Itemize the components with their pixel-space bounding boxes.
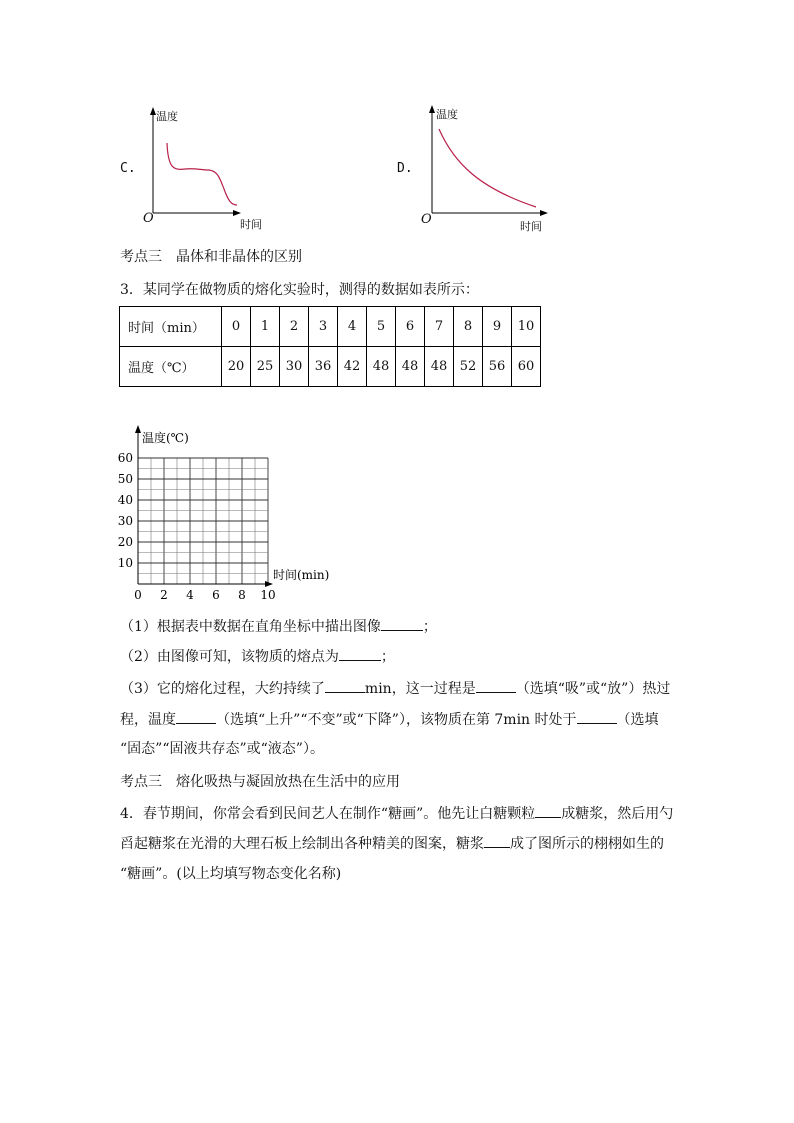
option-d-x-axis-label: 时间 bbox=[520, 220, 542, 233]
y-tick-label: 50 bbox=[117, 472, 133, 486]
plotting-grid bbox=[112, 422, 342, 604]
option-d-y-axis-label: 温度 bbox=[436, 108, 458, 121]
y-tick-label: 60 bbox=[117, 451, 133, 465]
table-row-temperature bbox=[120, 347, 541, 387]
table-cell: 52 bbox=[454, 347, 483, 387]
option-c-curve bbox=[167, 143, 237, 205]
answer-blank[interactable] bbox=[339, 646, 381, 661]
answer-blank[interactable] bbox=[476, 678, 516, 693]
table-cell: 56 bbox=[483, 347, 512, 387]
table-cell: 2 bbox=[280, 307, 309, 347]
table-cell: 7 bbox=[425, 307, 454, 347]
table-cell: 30 bbox=[280, 347, 309, 387]
question-4-line-3: “糖画”。(以上均填写物态变化名称) bbox=[120, 866, 342, 882]
table-cell: 3 bbox=[309, 307, 338, 347]
table-cell: 48 bbox=[396, 347, 425, 387]
option-c-x-axis-label: 时间 bbox=[240, 218, 262, 231]
x-tick-label: 4 bbox=[186, 588, 194, 602]
table-cell: 4 bbox=[338, 307, 367, 347]
part-2-suffix: ； bbox=[380, 649, 395, 665]
part-1-suffix: ； bbox=[422, 619, 437, 635]
part-3-text: （选填 bbox=[616, 712, 659, 728]
section-2-heading: 考点三 晶体和非晶体的区别 bbox=[120, 249, 302, 265]
grid-y-arrow bbox=[135, 425, 141, 433]
option-d-graph bbox=[424, 103, 554, 218]
table-cell: 9 bbox=[483, 307, 512, 347]
x-tick-label: 8 bbox=[238, 588, 246, 602]
part-3-text: （选填“上升”“不变”或“下降”），该物质在第 7min 时处于 bbox=[216, 712, 577, 728]
option-c-y-axis-label: 温度 bbox=[156, 110, 178, 123]
grid-x-arrow bbox=[265, 581, 273, 587]
option-d-x-arrow bbox=[540, 210, 548, 216]
question-3-part-1 bbox=[120, 616, 437, 637]
table-cell: 20 bbox=[222, 347, 251, 387]
y-tick-label: 20 bbox=[117, 535, 133, 549]
option-d-origin: O bbox=[421, 212, 432, 227]
table-header-temperature: 温度（℃） bbox=[120, 347, 222, 387]
x-tick-label: 6 bbox=[212, 588, 220, 602]
option-c-y-arrow bbox=[150, 107, 156, 115]
question-4-line-2 bbox=[120, 833, 664, 854]
grid-lines bbox=[138, 458, 268, 584]
table-cell: 42 bbox=[338, 347, 367, 387]
part-3-text: （3）它的熔化过程，大约持续了 bbox=[120, 681, 325, 697]
x-tick-label: 0 bbox=[134, 588, 142, 602]
answer-blank[interactable] bbox=[484, 833, 510, 848]
question-4-text: 4．春节期间，你常会看到民间艺人在制作“糖画”。他先让白糖颗粒 bbox=[120, 806, 536, 822]
option-c-graph bbox=[145, 105, 270, 220]
question-4-text: 成糖浆，然后用勺 bbox=[561, 806, 674, 822]
table-cell: 60 bbox=[512, 347, 541, 387]
table-cell: 8 bbox=[454, 307, 483, 347]
table-cell: 0 bbox=[222, 307, 251, 347]
table-row-time bbox=[120, 307, 541, 347]
answer-blank[interactable] bbox=[535, 803, 561, 818]
table-cell: 36 bbox=[309, 347, 338, 387]
table-cell: 10 bbox=[512, 307, 541, 347]
part-3-text: min，这一过程是 bbox=[364, 681, 476, 697]
table-cell: 25 bbox=[251, 347, 280, 387]
option-c-x-arrow bbox=[233, 210, 241, 216]
table-cell: 6 bbox=[396, 307, 425, 347]
section-3-heading: 考点三 熔化吸热与凝固放热在生活中的应用 bbox=[120, 774, 400, 790]
part-3-text: 程，温度 bbox=[120, 712, 176, 728]
table-cell: 48 bbox=[367, 347, 396, 387]
question-3-part-3-line-3: “固态”“固液共存态”或“液态”）。 bbox=[120, 741, 324, 757]
grid-y-axis-label: 温度(℃) bbox=[142, 431, 189, 445]
part-3-text: （选填“吸”或“放”）热过 bbox=[515, 681, 671, 697]
table-cell: 1 bbox=[251, 307, 280, 347]
part-1-text: （1）根据表中数据在直角坐标中描出图像 bbox=[120, 619, 381, 635]
y-tick-label: 30 bbox=[117, 514, 133, 528]
x-tick-label: 10 bbox=[260, 588, 276, 602]
option-c-origin: O bbox=[143, 211, 154, 226]
part-2-text: （2）由图像可知，该物质的熔点为 bbox=[120, 649, 339, 665]
table-header-time: 时间（min） bbox=[120, 307, 222, 347]
answer-blank[interactable] bbox=[325, 678, 365, 693]
x-tick-label: 2 bbox=[160, 588, 168, 602]
y-tick-label: 10 bbox=[117, 556, 133, 570]
option-d-label: D. bbox=[397, 161, 413, 176]
option-d-y-arrow bbox=[429, 105, 435, 113]
answer-blank[interactable] bbox=[176, 709, 216, 724]
option-c-label: C. bbox=[120, 161, 136, 176]
data-table bbox=[119, 306, 541, 387]
question-3-part-3-line-1 bbox=[120, 678, 670, 699]
y-tick-label: 40 bbox=[117, 493, 133, 507]
answer-blank[interactable] bbox=[577, 709, 617, 724]
question-4-text: 舀起糖浆在光滑的大理石板上绘制出各种精美的图案，糖浆 bbox=[120, 836, 484, 852]
question-4-text: 成了图所示的栩栩如生的 bbox=[510, 836, 664, 852]
answer-blank[interactable] bbox=[381, 616, 423, 631]
option-d-curve bbox=[439, 129, 536, 207]
question-3-part-2 bbox=[120, 646, 395, 667]
table-cell: 48 bbox=[425, 347, 454, 387]
table-cell: 5 bbox=[367, 307, 396, 347]
question-4-line-1 bbox=[120, 803, 673, 824]
grid-x-axis-label: 时间(min) bbox=[273, 568, 330, 582]
question-3-part-3-line-2 bbox=[120, 709, 659, 730]
question-3-stem: 3．某同学在做物质的熔化实验时，测得的数据如表所示： bbox=[120, 282, 479, 298]
